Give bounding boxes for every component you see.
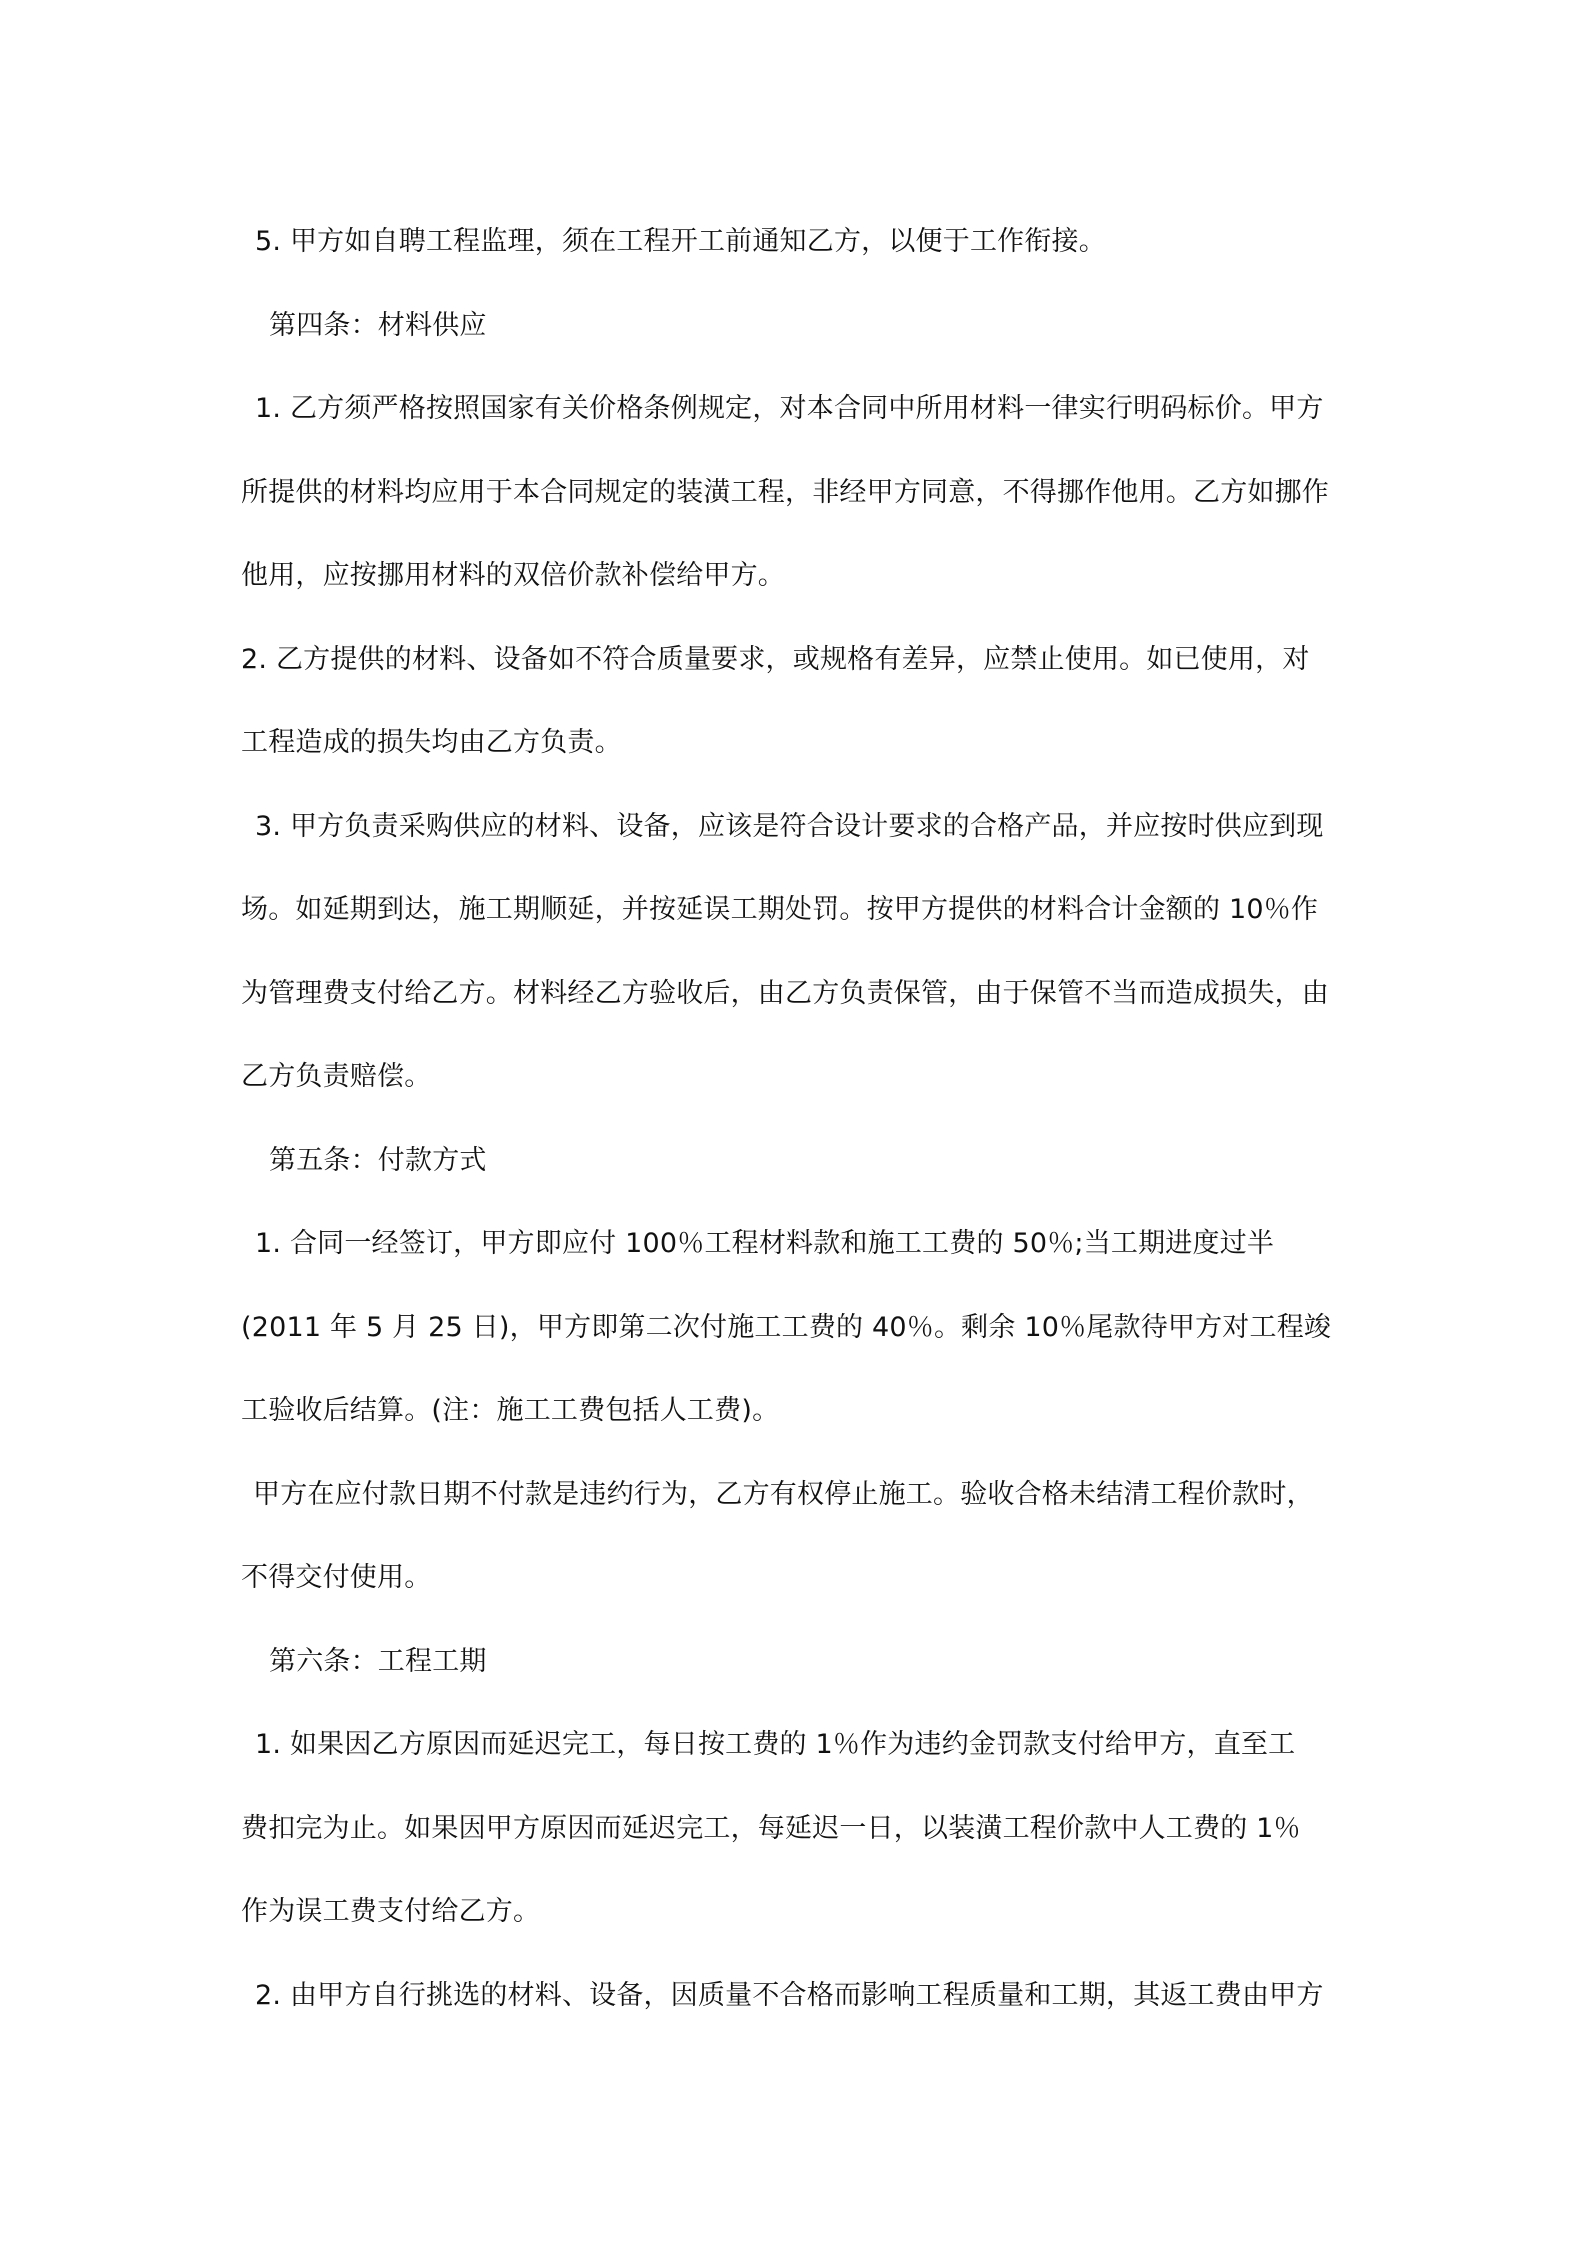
paragraph-line: 3. 甲方负责采购供应的材料、设备，应该是符合设计要求的合格产品，并应按时供应到现 [255,810,1324,842]
paragraph-line: 5. 甲方如自聘工程监理，须在工程开工前通知乙方，以便于工作衔接。 [255,226,1106,257]
paragraph-line: 工程造成的损失均由乙方负责。 [241,727,622,758]
section-heading: 第四条：材料供应 [269,309,487,341]
paragraph-line: 不得交付使用。 [241,1562,432,1593]
document-body [241,200,1356,2037]
section-heading: 第六条：工程工期 [269,1645,487,1677]
paragraph-line: (2011 年 5 月 25 日)，甲方即第二次付施工工费的 40％。剩余 10％尾款待甲方对工程竣 [241,1311,1332,1343]
paragraph-line: 甲方在应付款日期不付款是违约行为，乙方有权停止施工。验收合格未结清工程价款时， [253,1478,1314,1510]
paragraph-line: 为管理费支付给乙方。材料经乙方验收后，由乙方负责保管，由于保管不当而造成损失，由 [241,977,1329,1009]
paragraph-line: 1. 如果因乙方原因而延迟完工，每日按工费的 1％作为违约金罚款支付给甲方，直至工 [255,1729,1296,1760]
paragraph-line: 工验收后结算。(注：施工工费包括人工费)。 [241,1395,780,1426]
paragraph-line: 2. 乙方提供的材料、设备如不符合质量要求，或规格有差异，应禁止使用。如已使用，对 [241,643,1310,675]
paragraph-line: 场。如延期到达，施工期顺延，并按延误工期处罚。按甲方提供的材料合计金额的 10％作 [241,894,1319,925]
section-heading: 第五条：付款方式 [269,1144,487,1176]
paragraph-line: 2. 由甲方自行挑选的材料、设备，因质量不合格而影响工程质量和工期，其返工费由甲方 [255,1979,1324,2011]
paragraph-line: 1. 合同一经签订，甲方即应付 100％工程材料款和施工工费的 50％;当工期进度过半 [255,1228,1275,1259]
paragraph-line: 费扣完为止。如果因甲方原因而延迟完工，每延迟一日，以装潢工程价款中人工费的 1％ [241,1812,1301,1844]
paragraph-line: 乙方负责赔偿。 [241,1061,432,1092]
paragraph-line: 所提供的材料均应用于本合同规定的装潢工程，非经甲方同意，不得挪作他用。乙方如挪作 [241,476,1329,508]
paragraph-line: 1. 乙方须严格按照国家有关价格条例规定，对本合同中所用材料一律实行明码标价。甲方 [255,393,1324,424]
paragraph-line: 作为误工费支付给乙方。 [241,1896,541,1927]
paragraph-line: 他用，应按挪用材料的双倍价款补偿给甲方。 [241,560,785,591]
